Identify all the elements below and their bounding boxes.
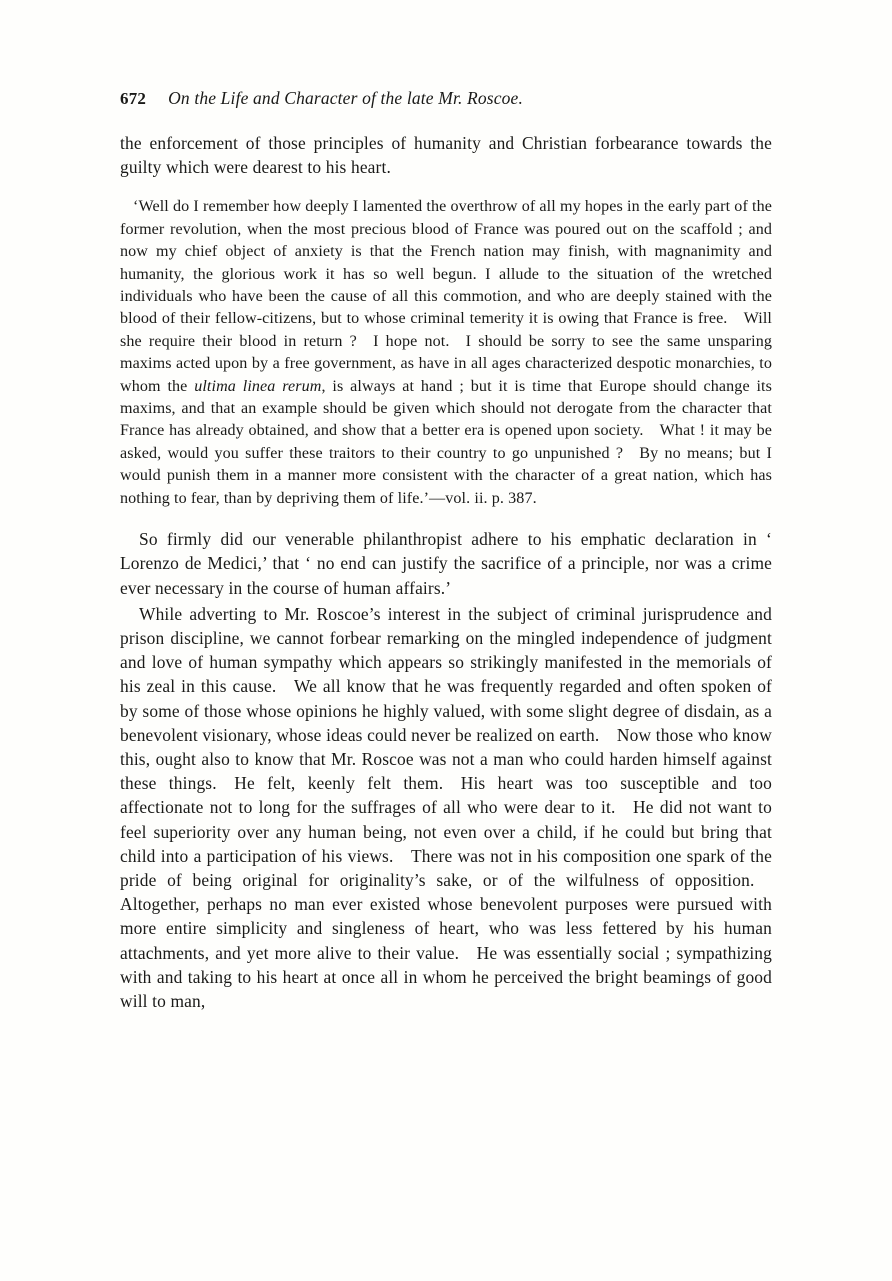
running-head [120,88,772,109]
quote-part-1: Well do I remember how deeply I lamented the overthrow of all my hopes in the early part of the former revolution, when the most precious blood of France was poured out on the scaffold ; and now my chief object of anxiety is that the French nation may finish, with magnanimity and humanity, the glorious work it has so well begun. I allude to the situation of the wretched individuals who have been the cause of all this commotion, and who are deeply stained with the blood of their fellow-citizens, but to whose criminal temerity it is owing that France is free. Will she require their blood in return ? I hope not. I should be sorry to see the same unsparing maxims acted upon by a free government, as have in all ages characterized despotic monarchies, to whom the [120,198,772,395]
paragraph-two [120,527,772,600]
paragraph-three-text: While adverting to Mr. Roscoe’s interest in the subject of criminal jurisprudence and prison discipline, we cannot forbear remarking on the mingled independence of judgment and love of human sympathy which appears so strikingly manifested in the memorials of his zeal in this cause. We all know that he was frequently regarded and often spoken of by some of those whose opinions he highly valued, with some slight degree of disdain, as a benevolent visionary, whose ideas could never be realized on earth. Now those who know this, ought also to know that Mr. Roscoe was not a man who could harden himself against these things. He felt, keenly felt them. His heart was too susceptible and too affectionate not to long for the suffrages of all who were dear to it. He did not want to feel superiority over any human being, not even over a child, if he could but bring that child into a participation of his views. There was not in his composition one spark of the pride of being original for originality’s sake, or of the wilfulness of opposition. Altogether, perhaps no man ever existed whose benevolent purposes were pursued with more entire simplicity and singleness of heart, who was less fettered by his human attachments, and yet more alive to their value. He was essentially social ; sympathizing with and taking to his heart at once all in whom he perceived the bright beamings of good will to man, [120,603,772,1011]
paragraph-two-text: So firmly did our venerable philanthropist adhere to his emphatic declaration in ‘ Lorenzo de Medici,’ that ‘ no end can justify the sacrifice of a principle, nor was a crime ever necessary in the course of human affairs.’ [120,529,772,598]
page-title: On the Life and Character of the late Mr. Roscoe. [168,88,523,108]
quote-part-2: , is always at hand ; but it is time that Europe should change its maxims, and that an example should be given which should not derogate from the character that France has already obtained, and show that a better era is opened upon society. What ! it may be asked, would you suffer these traitors to their country to go unpunished ? By no means; but I would punish them in a manner more consistent with the character of a great nation, which has nothing to fear, than by depriving them of life.’—vol. ii. p. 387. [120,377,772,507]
page-number: 672 [120,89,147,108]
continued-paragraph: the enforcement of those principles of humanity and Christian forbearance towards the guilty which were dearest to his heart. [120,133,772,178]
quote-latin-phrase: ultima linea rerum [194,377,322,395]
paragraph-three [120,602,772,1013]
blockquote-paragraph [120,196,772,510]
quote-open-mark: ‘ [133,198,139,216]
